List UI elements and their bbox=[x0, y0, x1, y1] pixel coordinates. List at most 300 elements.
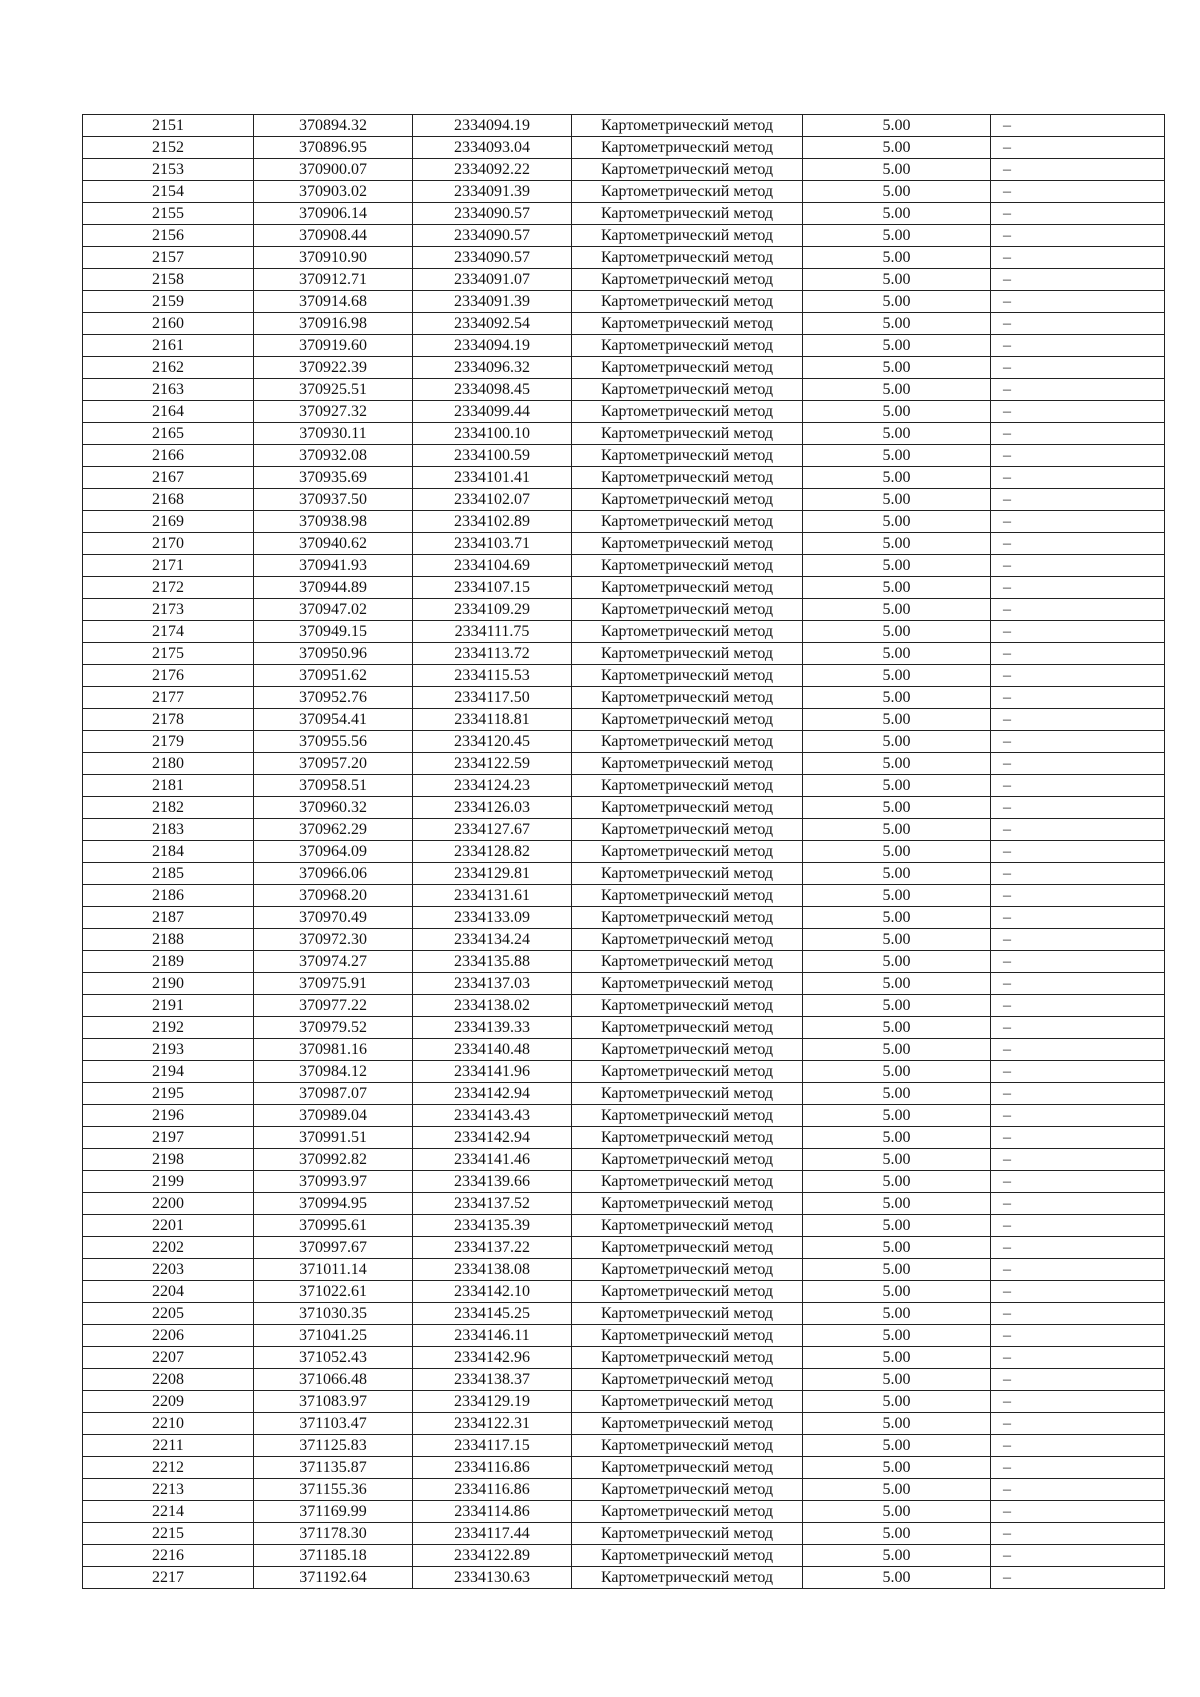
note-cell: – bbox=[991, 665, 1165, 687]
method-cell: Картометрический метод bbox=[572, 1369, 803, 1391]
y-coordinate-cell: 2334142.96 bbox=[413, 1347, 572, 1369]
point-number-cell: 2158 bbox=[83, 269, 254, 291]
y-coordinate-cell: 2334137.22 bbox=[413, 1237, 572, 1259]
table-row bbox=[83, 1347, 1165, 1369]
note-cell: – bbox=[991, 1325, 1165, 1347]
note-cell: – bbox=[991, 1017, 1165, 1039]
method-cell: Картометрический метод bbox=[572, 1479, 803, 1501]
method-cell: Картометрический метод bbox=[572, 665, 803, 687]
note-cell: – bbox=[991, 247, 1165, 269]
point-number-cell: 2157 bbox=[83, 247, 254, 269]
note-cell: – bbox=[991, 577, 1165, 599]
x-coordinate-cell: 370940.62 bbox=[254, 533, 413, 555]
note-cell: – bbox=[991, 1105, 1165, 1127]
x-coordinate-cell: 371030.35 bbox=[254, 1303, 413, 1325]
y-coordinate-cell: 2334139.33 bbox=[413, 1017, 572, 1039]
y-coordinate-cell: 2334127.67 bbox=[413, 819, 572, 841]
note-cell: – bbox=[991, 1061, 1165, 1083]
note-cell: – bbox=[991, 1347, 1165, 1369]
x-coordinate-cell: 370922.39 bbox=[254, 357, 413, 379]
table-row bbox=[83, 1061, 1165, 1083]
y-coordinate-cell: 2334090.57 bbox=[413, 225, 572, 247]
x-coordinate-cell: 370970.49 bbox=[254, 907, 413, 929]
point-number-cell: 2171 bbox=[83, 555, 254, 577]
method-cell: Картометрический метод bbox=[572, 797, 803, 819]
note-cell: – bbox=[991, 995, 1165, 1017]
note-cell: – bbox=[991, 1193, 1165, 1215]
accuracy-cell: 5.00 bbox=[803, 1457, 991, 1479]
x-coordinate-cell: 370987.07 bbox=[254, 1083, 413, 1105]
x-coordinate-cell: 370989.04 bbox=[254, 1105, 413, 1127]
x-coordinate-cell: 370957.20 bbox=[254, 753, 413, 775]
x-coordinate-cell: 370949.15 bbox=[254, 621, 413, 643]
accuracy-cell: 5.00 bbox=[803, 445, 991, 467]
accuracy-cell: 5.00 bbox=[803, 291, 991, 313]
accuracy-cell: 5.00 bbox=[803, 775, 991, 797]
point-number-cell: 2170 bbox=[83, 533, 254, 555]
x-coordinate-cell: 370981.16 bbox=[254, 1039, 413, 1061]
accuracy-cell: 5.00 bbox=[803, 555, 991, 577]
table-row bbox=[83, 1479, 1165, 1501]
point-number-cell: 2159 bbox=[83, 291, 254, 313]
note-cell: – bbox=[991, 929, 1165, 951]
x-coordinate-cell: 370958.51 bbox=[254, 775, 413, 797]
y-coordinate-cell: 2334133.09 bbox=[413, 907, 572, 929]
table-row bbox=[83, 269, 1165, 291]
point-number-cell: 2208 bbox=[83, 1369, 254, 1391]
y-coordinate-cell: 2334138.37 bbox=[413, 1369, 572, 1391]
table-row bbox=[83, 1149, 1165, 1171]
point-number-cell: 2205 bbox=[83, 1303, 254, 1325]
note-cell: – bbox=[991, 159, 1165, 181]
accuracy-cell: 5.00 bbox=[803, 907, 991, 929]
point-number-cell: 2210 bbox=[83, 1413, 254, 1435]
method-cell: Картометрический метод bbox=[572, 489, 803, 511]
x-coordinate-cell: 370966.06 bbox=[254, 863, 413, 885]
note-cell: – bbox=[991, 775, 1165, 797]
x-coordinate-cell: 370974.27 bbox=[254, 951, 413, 973]
table-row bbox=[83, 797, 1165, 819]
y-coordinate-cell: 2334102.89 bbox=[413, 511, 572, 533]
point-number-cell: 2193 bbox=[83, 1039, 254, 1061]
note-cell: – bbox=[991, 753, 1165, 775]
x-coordinate-cell: 370984.12 bbox=[254, 1061, 413, 1083]
table-row bbox=[83, 445, 1165, 467]
y-coordinate-cell: 2334101.41 bbox=[413, 467, 572, 489]
y-coordinate-cell: 2334091.39 bbox=[413, 291, 572, 313]
x-coordinate-cell: 370914.68 bbox=[254, 291, 413, 313]
note-cell: – bbox=[991, 1545, 1165, 1567]
note-cell: – bbox=[991, 533, 1165, 555]
point-number-cell: 2191 bbox=[83, 995, 254, 1017]
table-row bbox=[83, 489, 1165, 511]
y-coordinate-cell: 2334098.45 bbox=[413, 379, 572, 401]
table-row bbox=[83, 929, 1165, 951]
method-cell: Картометрический метод bbox=[572, 973, 803, 995]
point-number-cell: 2185 bbox=[83, 863, 254, 885]
accuracy-cell: 5.00 bbox=[803, 159, 991, 181]
method-cell: Картометрический метод bbox=[572, 401, 803, 423]
method-cell: Картометрический метод bbox=[572, 379, 803, 401]
method-cell: Картометрический метод bbox=[572, 335, 803, 357]
accuracy-cell: 5.00 bbox=[803, 885, 991, 907]
x-coordinate-cell: 370912.71 bbox=[254, 269, 413, 291]
note-cell: – bbox=[991, 401, 1165, 423]
x-coordinate-cell: 371022.61 bbox=[254, 1281, 413, 1303]
x-coordinate-cell: 370992.82 bbox=[254, 1149, 413, 1171]
accuracy-cell: 5.00 bbox=[803, 1127, 991, 1149]
x-coordinate-cell: 371103.47 bbox=[254, 1413, 413, 1435]
accuracy-cell: 5.00 bbox=[803, 1193, 991, 1215]
y-coordinate-cell: 2334137.03 bbox=[413, 973, 572, 995]
point-number-cell: 2169 bbox=[83, 511, 254, 533]
method-cell: Картометрический метод bbox=[572, 445, 803, 467]
x-coordinate-cell: 370938.98 bbox=[254, 511, 413, 533]
x-coordinate-cell: 371192.64 bbox=[254, 1567, 413, 1589]
y-coordinate-cell: 2334100.59 bbox=[413, 445, 572, 467]
x-coordinate-cell: 370960.32 bbox=[254, 797, 413, 819]
accuracy-cell: 5.00 bbox=[803, 1215, 991, 1237]
accuracy-cell: 5.00 bbox=[803, 115, 991, 137]
method-cell: Картометрический метод bbox=[572, 247, 803, 269]
method-cell: Картометрический метод bbox=[572, 1457, 803, 1479]
table-row bbox=[83, 1193, 1165, 1215]
table-row bbox=[83, 709, 1165, 731]
accuracy-cell: 5.00 bbox=[803, 423, 991, 445]
x-coordinate-cell: 370900.07 bbox=[254, 159, 413, 181]
y-coordinate-cell: 2334090.57 bbox=[413, 247, 572, 269]
accuracy-cell: 5.00 bbox=[803, 533, 991, 555]
y-coordinate-cell: 2334116.86 bbox=[413, 1479, 572, 1501]
table-row bbox=[83, 775, 1165, 797]
note-cell: – bbox=[991, 1259, 1165, 1281]
x-coordinate-cell: 371135.87 bbox=[254, 1457, 413, 1479]
accuracy-cell: 5.00 bbox=[803, 577, 991, 599]
point-number-cell: 2214 bbox=[83, 1501, 254, 1523]
y-coordinate-cell: 2334094.19 bbox=[413, 115, 572, 137]
point-number-cell: 2207 bbox=[83, 1347, 254, 1369]
table-row bbox=[83, 247, 1165, 269]
y-coordinate-cell: 2334135.88 bbox=[413, 951, 572, 973]
accuracy-cell: 5.00 bbox=[803, 1237, 991, 1259]
note-cell: – bbox=[991, 1479, 1165, 1501]
table-row bbox=[83, 995, 1165, 1017]
x-coordinate-cell: 370951.62 bbox=[254, 665, 413, 687]
table-row bbox=[83, 203, 1165, 225]
table-row bbox=[83, 1281, 1165, 1303]
y-coordinate-cell: 2334137.52 bbox=[413, 1193, 572, 1215]
point-number-cell: 2194 bbox=[83, 1061, 254, 1083]
point-number-cell: 2196 bbox=[83, 1105, 254, 1127]
accuracy-cell: 5.00 bbox=[803, 665, 991, 687]
note-cell: – bbox=[991, 1149, 1165, 1171]
accuracy-cell: 5.00 bbox=[803, 1149, 991, 1171]
note-cell: – bbox=[991, 137, 1165, 159]
method-cell: Картометрический метод bbox=[572, 555, 803, 577]
y-coordinate-cell: 2334100.10 bbox=[413, 423, 572, 445]
x-coordinate-cell: 370927.32 bbox=[254, 401, 413, 423]
note-cell: – bbox=[991, 1567, 1165, 1589]
table-row bbox=[83, 1457, 1165, 1479]
y-coordinate-cell: 2334094.19 bbox=[413, 335, 572, 357]
accuracy-cell: 5.00 bbox=[803, 1567, 991, 1589]
note-cell: – bbox=[991, 907, 1165, 929]
method-cell: Картометрический метод bbox=[572, 533, 803, 555]
note-cell: – bbox=[991, 1391, 1165, 1413]
x-coordinate-cell: 370944.89 bbox=[254, 577, 413, 599]
method-cell: Картометрический метод bbox=[572, 1281, 803, 1303]
x-coordinate-cell: 370916.98 bbox=[254, 313, 413, 335]
accuracy-cell: 5.00 bbox=[803, 335, 991, 357]
y-coordinate-cell: 2334117.50 bbox=[413, 687, 572, 709]
note-cell: – bbox=[991, 1523, 1165, 1545]
table-row bbox=[83, 159, 1165, 181]
note-cell: – bbox=[991, 1303, 1165, 1325]
x-coordinate-cell: 370964.09 bbox=[254, 841, 413, 863]
table-row bbox=[83, 1127, 1165, 1149]
note-cell: – bbox=[991, 203, 1165, 225]
method-cell: Картометрический метод bbox=[572, 1303, 803, 1325]
note-cell: – bbox=[991, 1127, 1165, 1149]
x-coordinate-cell: 370954.41 bbox=[254, 709, 413, 731]
accuracy-cell: 5.00 bbox=[803, 489, 991, 511]
x-coordinate-cell: 370995.61 bbox=[254, 1215, 413, 1237]
table-row bbox=[83, 115, 1165, 137]
x-coordinate-cell: 370910.90 bbox=[254, 247, 413, 269]
point-number-cell: 2178 bbox=[83, 709, 254, 731]
note-cell: – bbox=[991, 225, 1165, 247]
y-coordinate-cell: 2334139.66 bbox=[413, 1171, 572, 1193]
note-cell: – bbox=[991, 1413, 1165, 1435]
accuracy-cell: 5.00 bbox=[803, 731, 991, 753]
method-cell: Картометрический метод bbox=[572, 621, 803, 643]
point-number-cell: 2198 bbox=[83, 1149, 254, 1171]
accuracy-cell: 5.00 bbox=[803, 137, 991, 159]
note-cell: – bbox=[991, 313, 1165, 335]
y-coordinate-cell: 2334122.31 bbox=[413, 1413, 572, 1435]
table-row bbox=[83, 1215, 1165, 1237]
y-coordinate-cell: 2334118.81 bbox=[413, 709, 572, 731]
method-cell: Картометрический метод bbox=[572, 863, 803, 885]
accuracy-cell: 5.00 bbox=[803, 225, 991, 247]
coordinates-table bbox=[82, 114, 1165, 1589]
note-cell: – bbox=[991, 1083, 1165, 1105]
y-coordinate-cell: 2334092.22 bbox=[413, 159, 572, 181]
method-cell: Картометрический метод bbox=[572, 1391, 803, 1413]
y-coordinate-cell: 2334142.10 bbox=[413, 1281, 572, 1303]
table-row bbox=[83, 907, 1165, 929]
note-cell: – bbox=[991, 445, 1165, 467]
coordinates-table-body bbox=[83, 115, 1165, 1589]
table-row bbox=[83, 1545, 1165, 1567]
accuracy-cell: 5.00 bbox=[803, 819, 991, 841]
point-number-cell: 2199 bbox=[83, 1171, 254, 1193]
accuracy-cell: 5.00 bbox=[803, 379, 991, 401]
accuracy-cell: 5.00 bbox=[803, 621, 991, 643]
y-coordinate-cell: 2334141.96 bbox=[413, 1061, 572, 1083]
y-coordinate-cell: 2334124.23 bbox=[413, 775, 572, 797]
method-cell: Картометрический метод bbox=[572, 467, 803, 489]
point-number-cell: 2195 bbox=[83, 1083, 254, 1105]
x-coordinate-cell: 370979.52 bbox=[254, 1017, 413, 1039]
method-cell: Картометрический метод bbox=[572, 1127, 803, 1149]
method-cell: Картометрический метод bbox=[572, 1501, 803, 1523]
point-number-cell: 2213 bbox=[83, 1479, 254, 1501]
y-coordinate-cell: 2334091.39 bbox=[413, 181, 572, 203]
note-cell: – bbox=[991, 1039, 1165, 1061]
point-number-cell: 2175 bbox=[83, 643, 254, 665]
method-cell: Картометрический метод bbox=[572, 203, 803, 225]
accuracy-cell: 5.00 bbox=[803, 599, 991, 621]
note-cell: – bbox=[991, 797, 1165, 819]
y-coordinate-cell: 2334140.48 bbox=[413, 1039, 572, 1061]
method-cell: Картометрический метод bbox=[572, 907, 803, 929]
note-cell: – bbox=[991, 269, 1165, 291]
method-cell: Картометрический метод bbox=[572, 951, 803, 973]
x-coordinate-cell: 370962.29 bbox=[254, 819, 413, 841]
table-row bbox=[83, 577, 1165, 599]
table-row bbox=[83, 313, 1165, 335]
note-cell: – bbox=[991, 819, 1165, 841]
y-coordinate-cell: 2334092.54 bbox=[413, 313, 572, 335]
point-number-cell: 2179 bbox=[83, 731, 254, 753]
x-coordinate-cell: 371125.83 bbox=[254, 1435, 413, 1457]
accuracy-cell: 5.00 bbox=[803, 753, 991, 775]
x-coordinate-cell: 370947.02 bbox=[254, 599, 413, 621]
point-number-cell: 2204 bbox=[83, 1281, 254, 1303]
accuracy-cell: 5.00 bbox=[803, 995, 991, 1017]
note-cell: – bbox=[991, 1435, 1165, 1457]
point-number-cell: 2160 bbox=[83, 313, 254, 335]
accuracy-cell: 5.00 bbox=[803, 951, 991, 973]
table-row bbox=[83, 863, 1165, 885]
x-coordinate-cell: 370950.96 bbox=[254, 643, 413, 665]
y-coordinate-cell: 2334126.03 bbox=[413, 797, 572, 819]
accuracy-cell: 5.00 bbox=[803, 863, 991, 885]
table-row bbox=[83, 643, 1165, 665]
x-coordinate-cell: 370952.76 bbox=[254, 687, 413, 709]
x-coordinate-cell: 370972.30 bbox=[254, 929, 413, 951]
x-coordinate-cell: 370993.97 bbox=[254, 1171, 413, 1193]
point-number-cell: 2197 bbox=[83, 1127, 254, 1149]
point-number-cell: 2152 bbox=[83, 137, 254, 159]
accuracy-cell: 5.00 bbox=[803, 181, 991, 203]
y-coordinate-cell: 2334131.61 bbox=[413, 885, 572, 907]
x-coordinate-cell: 370941.93 bbox=[254, 555, 413, 577]
y-coordinate-cell: 2334128.82 bbox=[413, 841, 572, 863]
table-row bbox=[83, 1523, 1165, 1545]
method-cell: Картометрический метод bbox=[572, 1259, 803, 1281]
accuracy-cell: 5.00 bbox=[803, 1413, 991, 1435]
y-coordinate-cell: 2334116.86 bbox=[413, 1457, 572, 1479]
method-cell: Картометрический метод bbox=[572, 819, 803, 841]
point-number-cell: 2187 bbox=[83, 907, 254, 929]
note-cell: – bbox=[991, 1369, 1165, 1391]
note-cell: – bbox=[991, 181, 1165, 203]
table-row bbox=[83, 357, 1165, 379]
y-coordinate-cell: 2334135.39 bbox=[413, 1215, 572, 1237]
method-cell: Картометрический метод bbox=[572, 269, 803, 291]
y-coordinate-cell: 2334138.02 bbox=[413, 995, 572, 1017]
method-cell: Картометрический метод bbox=[572, 1215, 803, 1237]
point-number-cell: 2168 bbox=[83, 489, 254, 511]
y-coordinate-cell: 2334103.71 bbox=[413, 533, 572, 555]
table-row bbox=[83, 599, 1165, 621]
x-coordinate-cell: 370994.95 bbox=[254, 1193, 413, 1215]
y-coordinate-cell: 2334090.57 bbox=[413, 203, 572, 225]
y-coordinate-cell: 2334120.45 bbox=[413, 731, 572, 753]
x-coordinate-cell: 371011.14 bbox=[254, 1259, 413, 1281]
method-cell: Картометрический метод bbox=[572, 225, 803, 247]
table-row bbox=[83, 1105, 1165, 1127]
table-row bbox=[83, 225, 1165, 247]
method-cell: Картометрический метод bbox=[572, 1017, 803, 1039]
table-row bbox=[83, 1083, 1165, 1105]
table-row bbox=[83, 1171, 1165, 1193]
y-coordinate-cell: 2334134.24 bbox=[413, 929, 572, 951]
table-row bbox=[83, 1369, 1165, 1391]
y-coordinate-cell: 2334141.46 bbox=[413, 1149, 572, 1171]
method-cell: Картометрический метод bbox=[572, 599, 803, 621]
accuracy-cell: 5.00 bbox=[803, 973, 991, 995]
point-number-cell: 2192 bbox=[83, 1017, 254, 1039]
y-coordinate-cell: 2334117.15 bbox=[413, 1435, 572, 1457]
point-number-cell: 2173 bbox=[83, 599, 254, 621]
y-coordinate-cell: 2334109.29 bbox=[413, 599, 572, 621]
table-row bbox=[83, 973, 1165, 995]
point-number-cell: 2177 bbox=[83, 687, 254, 709]
method-cell: Картометрический метод bbox=[572, 181, 803, 203]
method-cell: Картометрический метод bbox=[572, 1061, 803, 1083]
method-cell: Картометрический метод bbox=[572, 357, 803, 379]
table-row bbox=[83, 137, 1165, 159]
accuracy-cell: 5.00 bbox=[803, 1369, 991, 1391]
note-cell: – bbox=[991, 1215, 1165, 1237]
method-cell: Картометрический метод bbox=[572, 1105, 803, 1127]
y-coordinate-cell: 2334129.19 bbox=[413, 1391, 572, 1413]
x-coordinate-cell: 370937.50 bbox=[254, 489, 413, 511]
table-row bbox=[83, 335, 1165, 357]
point-number-cell: 2200 bbox=[83, 1193, 254, 1215]
method-cell: Картометрический метод bbox=[572, 775, 803, 797]
method-cell: Картометрический метод bbox=[572, 1347, 803, 1369]
x-coordinate-cell: 370894.32 bbox=[254, 115, 413, 137]
accuracy-cell: 5.00 bbox=[803, 467, 991, 489]
method-cell: Картометрический метод bbox=[572, 511, 803, 533]
note-cell: – bbox=[991, 291, 1165, 313]
table-row bbox=[83, 423, 1165, 445]
table-row bbox=[83, 379, 1165, 401]
y-coordinate-cell: 2334104.69 bbox=[413, 555, 572, 577]
note-cell: – bbox=[991, 709, 1165, 731]
accuracy-cell: 5.00 bbox=[803, 1303, 991, 1325]
point-number-cell: 2212 bbox=[83, 1457, 254, 1479]
point-number-cell: 2174 bbox=[83, 621, 254, 643]
note-cell: – bbox=[991, 885, 1165, 907]
table-row bbox=[83, 467, 1165, 489]
method-cell: Картометрический метод bbox=[572, 929, 803, 951]
accuracy-cell: 5.00 bbox=[803, 1259, 991, 1281]
point-number-cell: 2184 bbox=[83, 841, 254, 863]
accuracy-cell: 5.00 bbox=[803, 247, 991, 269]
accuracy-cell: 5.00 bbox=[803, 203, 991, 225]
table-row bbox=[83, 951, 1165, 973]
note-cell: – bbox=[991, 555, 1165, 577]
note-cell: – bbox=[991, 357, 1165, 379]
accuracy-cell: 5.00 bbox=[803, 709, 991, 731]
accuracy-cell: 5.00 bbox=[803, 1435, 991, 1457]
point-number-cell: 2176 bbox=[83, 665, 254, 687]
